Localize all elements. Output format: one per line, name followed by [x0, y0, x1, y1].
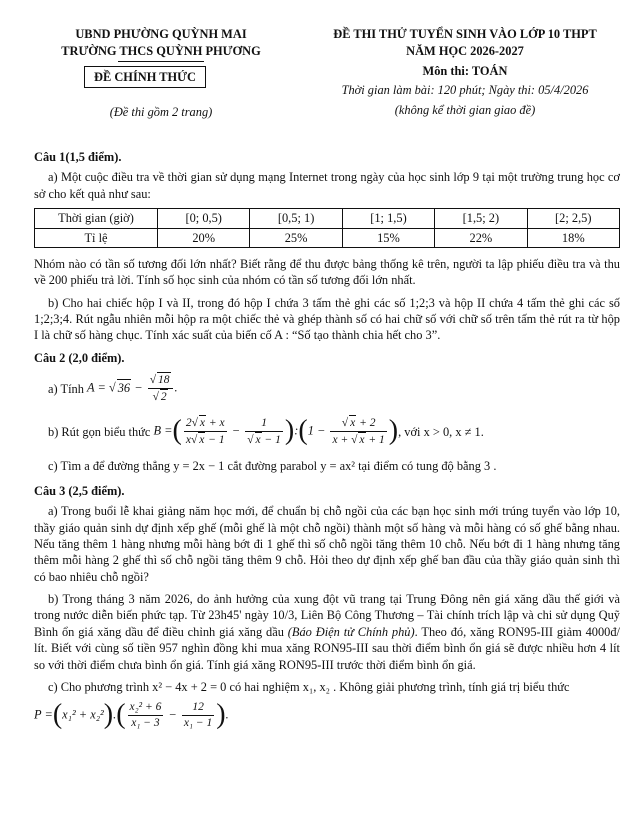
q2-a — [48, 372, 620, 405]
exam-content — [34, 145, 620, 738]
q2-c-text: c) Tìm a để đường thẳng y = 2x − 1 cắt đường parabol y = ax² tại điểm có tung độ bằng 3 . — [48, 459, 497, 474]
q2-b-condition: , với x > 0, x ≠ 1. — [398, 424, 484, 439]
table-header-cell: Thời gian (giờ) — [35, 209, 158, 228]
exam-time: Thời gian làm bài: 120 phút; Ngày thi: 05/4/2026 — [341, 83, 589, 97]
q3-c-text: c) Cho phương trình x² − 4x + 2 = 0 có hai nghiệm x₁, x₂ . Không giải phương trình, tính giá trị biểu thức — [48, 679, 570, 694]
q3-b-text-2: . Theo đó, xăng RON95-III giảm 4000đ/ lít. Biết với cùng số tiền 957 nghìn đồng khi mua xăng RON95-III sau thời điểm bình ổn giá sẽ được nhiều hơn 4 lít so với thời điểm chưa bình ổn giá. Tính giá xăng RON95-III trước thời điểm bình ổn giá. — [34, 624, 620, 672]
table-cell: 15% — [342, 228, 434, 247]
official-badge: ĐỀ CHÍNH THỨC — [84, 66, 206, 88]
table-cell: 25% — [250, 228, 342, 247]
q2-a-prefix: a) Tính — [48, 381, 84, 396]
subject: Môn thi: TOÁN — [422, 64, 508, 78]
table-cell: [1,5; 2) — [435, 209, 527, 228]
q1-intro: a) Một cuộc điều tra về thời gian sử dụng mạng Internet trong ngày của học sinh lớp 9 tại một trường trung học cơ sở cho kết quả như sau: — [34, 170, 620, 201]
q2-a-formula: A = √ 36 − $\frac{√ 18}{√ 2}$ . — [87, 372, 178, 405]
table-cell: [0,5; 1) — [250, 209, 342, 228]
q2-title: Câu 2 (2,0 điểm). — [34, 350, 125, 365]
exam-time-note: (không kể thời gian giao đề) — [394, 103, 536, 117]
table-row — [35, 228, 620, 247]
table-cell: 20% — [158, 228, 250, 247]
q1-table — [34, 208, 620, 248]
table-row — [35, 209, 620, 228]
table-cell: [2; 2,5) — [527, 209, 619, 228]
q2-b — [48, 413, 620, 450]
table-cell: [1; 1,5) — [342, 209, 434, 228]
q3-b-text-1: b) Trong tháng 3 năm 2026, do ảnh hưởng của xung đột vũ trang tại Trung Đông nên giá xăng dầu thế giới và trong nước diễn biến phức tạp. Từ 23h45' ngày 10/3, Liên Bộ Công Thương – Tài chính trích lập và chi sử dụng Quỹ Bình ổn giá xăng dầu để điều chỉnh giá xăng dầu — [34, 592, 620, 639]
table-cell: 22% — [435, 228, 527, 247]
q1-title: Câu 1(1,5 điểm). — [34, 150, 122, 164]
school-name: TRƯỜNG THCS QUỲNH PHƯƠNG — [61, 44, 261, 58]
district-name: UBND PHƯỜNG QUỲNH MAI — [75, 27, 247, 41]
school-year: NĂM HỌC 2026-2027 — [406, 44, 524, 58]
q3-b-source: (Báo Điện tử Chính phủ) — [287, 624, 415, 639]
q2-b-formula: B =( $\frac{2√ x + x}{x√ x - 1}$ − $\frac{1}{√ x - 1}$ ):(1 − $\frac{√ x + 2}{x + √ x + 1}$ ) — [154, 413, 399, 450]
table-header-cell: Tỉ lệ — [35, 228, 158, 247]
exam-title: ĐỀ THI THỬ TUYỂN SINH VÀO LỚP 10 THPT — [333, 27, 597, 41]
school-underline — [118, 61, 204, 62]
q1-a-text: Nhóm nào có tần số tương đối lớn nhất? Biết rằng để thu được bảng thống kê trên, người ta lập phiếu điều tra và thu về 200 phiếu trả lời. Tính số học sinh của nhóm có tần số tương đối lớn nhất. — [34, 256, 620, 288]
exam-header — [0, 26, 644, 126]
table-cell: [0; 0,5) — [158, 209, 250, 228]
pages-note: (Đề thi gồm 2 trang) — [109, 105, 213, 119]
q3-title: Câu 3 (2,5 điểm). — [34, 483, 125, 498]
q3-a-text: a) Trong buổi lễ khai giảng năm học mới, để chuẩn bị chỗ ngồi của các bạn học sinh mới trúng tuyển vào lớp 10, thầy giáo quản sinh dự định xếp ghế (mỗi ghế là một chỗ ngồi) thành một số hàng và mỗi hàng có số ghế bằng nhau. Nếu tăng thêm 1 hàng nhưng mỗi hàng bớt đi 1 ghế thì số chỗ ngồi tăng thêm 10 chỗ. Nếu bớt đi 1 hàng nhưng tăng thêm mỗi hàng 2 ghế thì số chỗ ngồi tăng thêm 9 chỗ. Hỏi theo dự định xếp ghế ban đầu của thầy giáo quản sinh thì có bao nhiêu chỗ ngồi? — [34, 504, 620, 584]
q3-c-formula — [34, 697, 620, 734]
q3-c-expression: P =(x₁² + x₂²).( $\frac{\text{x₂² + 6}}{\text{x₁ − 3}}$ − $\frac{12}{\text{x₁ − 1}}$ ). — [34, 699, 229, 731]
q2-b-prefix: b) Rút gọn biểu thức — [48, 424, 151, 439]
q3-b-text — [34, 591, 620, 673]
q1-b-text: b) Cho hai chiếc hộp I và II, trong đó hộp I chứa 3 tấm thẻ ghi các số 1;2;3 và hộp II chứa 4 tấm thẻ ghi các số 1;2;3;4. Rút ngẫu nhiên mỗi hộp ra một chiếc thẻ và ghép thành số có hai chữ số với chữ số trên tấm thẻ rút ra từ hộp I là chữ số hàng chục. Tính xác suất của biến cố A : “Số tạo thành chia hết cho 3”. — [34, 295, 620, 343]
table-cell: 18% — [527, 228, 619, 247]
